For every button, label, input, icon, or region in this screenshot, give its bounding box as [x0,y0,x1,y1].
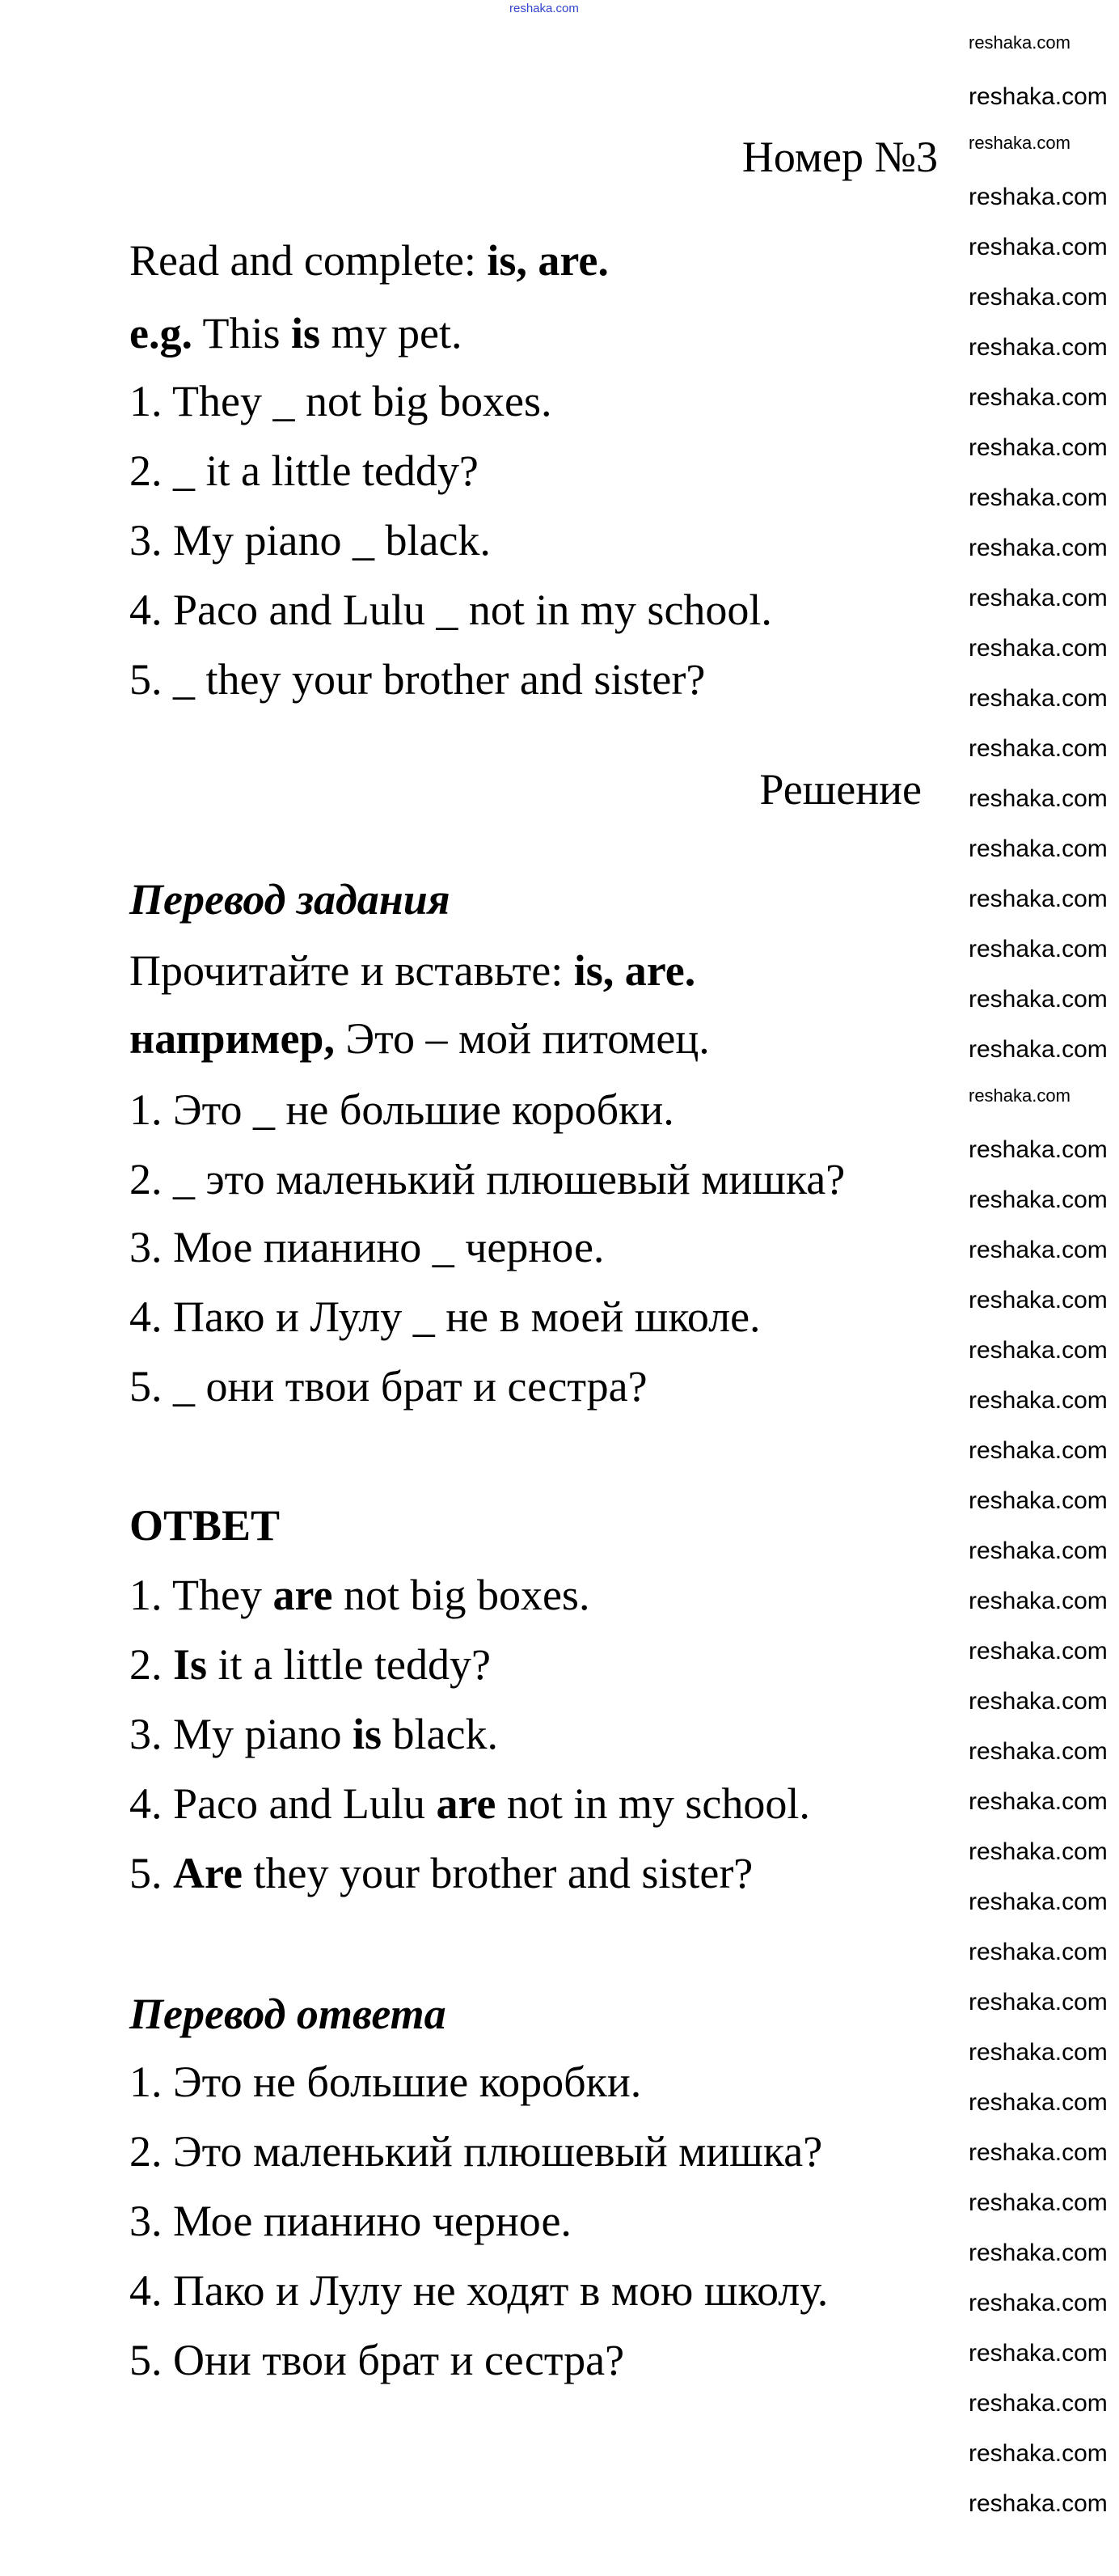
watermark: reshaka.com [969,32,1070,53]
watermark: reshaka.com [969,434,1108,461]
task-item: 5. _ they your brother and sister? [129,655,706,704]
page-title: Номер №3 [741,133,938,181]
watermark: reshaka.com [969,1287,1108,1313]
instruction-words: is, are. [487,236,609,285]
answer-item [129,1569,589,1621]
watermark: reshaka.com [969,2440,1108,2467]
watermark: reshaka.com [969,384,1108,411]
watermark: reshaka.com [969,1638,1108,1664]
watermark: reshaka.com [969,1337,1108,1364]
watermark: reshaka.com [969,334,1108,361]
watermark: reshaka.com [969,1838,1108,1865]
instruction-text: Прочитайте и вставьте: [129,946,574,995]
watermark: reshaka.com [969,2240,1108,2266]
task-item: 2. _ it a little teddy? [129,446,479,495]
answer-verb: Is [173,1640,208,1689]
watermark: reshaka.com [969,585,1108,611]
watermark: reshaka.com [969,2340,1108,2367]
watermark: reshaka.com [969,1588,1108,1614]
answer-text: they your brother and sister? [242,1849,754,1897]
watermark: reshaka.com [969,1437,1108,1464]
answer-translation-heading: Перевод ответа [129,1990,446,2038]
translation-item: 2. _ это маленький плюшевый мишка? [129,1155,846,1203]
watermark: reshaka.com [969,2189,1108,2216]
watermark: reshaka.com [969,1085,1070,1106]
translation-instruction [129,945,695,996]
watermark: reshaka.com [969,2039,1108,2066]
example-label: e.g. [129,309,192,357]
answer-verb: is [353,1710,382,1758]
answer-verb: Are [173,1849,243,1897]
watermark: reshaka.com [969,1487,1108,1514]
answer-text: not big boxes. [332,1571,590,1619]
answer-text: it a little teddy? [207,1640,491,1689]
example-text: my pet. [320,309,462,357]
answer-text: 2. [129,1640,173,1689]
example-verb: is [291,309,321,357]
task-example [129,307,462,359]
answer-text: 1. They [129,1571,273,1619]
site-link[interactable]: reshaka.com [509,2,579,15]
answer-translation-item: 2. Это маленький плюшевый мишка? [129,2127,823,2176]
watermark: reshaka.com [969,785,1108,812]
watermark: reshaka.com [969,484,1108,511]
translation-item: 5. _ они твои брат и сестра? [129,1362,648,1411]
watermark: reshaka.com [969,1688,1108,1715]
watermark: reshaka.com [969,284,1108,311]
answer-translation-item: 4. Пако и Лулу не ходят в мою школу. [129,2266,829,2315]
watermark: reshaka.com [969,2139,1108,2166]
task-translation-heading: Перевод задания [129,875,450,924]
answer-text: 3. My piano [129,1710,353,1758]
task-item: 3. My piano _ black. [129,516,491,565]
answer-translation-item: 3. Мое пианино черное. [129,2197,572,2245]
watermark: reshaka.com [969,2490,1108,2517]
answer-verb: are [272,1571,333,1619]
answer-item [129,1778,810,1829]
watermark: reshaka.com [969,1036,1108,1063]
task-item: 1. They _ not big boxes. [129,377,552,425]
watermark: reshaka.com [969,1939,1108,1965]
translation-item: 3. Мое пианино _ черное. [129,1223,605,1271]
answer-text: black. [382,1710,498,1758]
watermark: reshaka.com [969,1788,1108,1815]
answer-text: 4. Paco and Lulu [129,1779,437,1828]
answer-item [129,1708,498,1760]
answer-item [129,1847,753,1899]
answer-translation-item: 1. Это не большие коробки. [129,2058,642,2106]
answer-translation-item: 5. Они твои брат и сестра? [129,2336,625,2384]
watermark: reshaka.com [969,1989,1108,2016]
translation-example [129,1013,710,1064]
answer-text: not in my school. [496,1779,810,1828]
example-text: This [192,309,291,357]
watermark: reshaka.com [969,2290,1108,2316]
watermark: reshaka.com [969,535,1108,561]
watermark: reshaka.com [969,1738,1108,1765]
watermark: reshaka.com [969,635,1108,662]
answer-heading: ОТВЕТ [129,1501,281,1550]
watermark: reshaka.com [969,986,1108,1013]
answer-text: 5. [129,1849,173,1897]
watermark: reshaka.com [969,1237,1108,1263]
example-label: например, [129,1014,335,1063]
watermark: reshaka.com [969,83,1108,110]
solution-label: Решение [759,765,922,814]
watermark: reshaka.com [969,1889,1108,1915]
watermark: reshaka.com [969,1538,1108,1564]
watermark: reshaka.com [969,1136,1108,1163]
answer-item [129,1639,491,1690]
watermark: reshaka.com [969,184,1108,210]
watermark: reshaka.com [969,2089,1108,2116]
watermark: reshaka.com [969,936,1108,962]
watermark: reshaka.com [969,2390,1108,2417]
instruction-text: Read and complete: [129,236,488,285]
watermark: reshaka.com [969,133,1070,153]
answer-verb: are [436,1779,496,1828]
translation-item: 4. Пако и Лулу _ не в моей школе. [129,1292,761,1341]
watermark: reshaka.com [969,685,1108,712]
example-text: Это – мой питомец. [334,1014,710,1063]
watermark: reshaka.com [969,735,1108,762]
watermark: reshaka.com [969,234,1108,260]
task-item: 4. Paco and Lulu _ not in my school. [129,586,772,634]
watermark: reshaka.com [969,835,1108,862]
translation-item: 1. Это _ не большие коробки. [129,1085,674,1134]
watermark: reshaka.com [969,1186,1108,1213]
instruction-words: is, are. [573,946,696,995]
watermark: reshaka.com [969,886,1108,912]
watermark: reshaka.com [969,1387,1108,1414]
task-instruction [129,235,609,286]
